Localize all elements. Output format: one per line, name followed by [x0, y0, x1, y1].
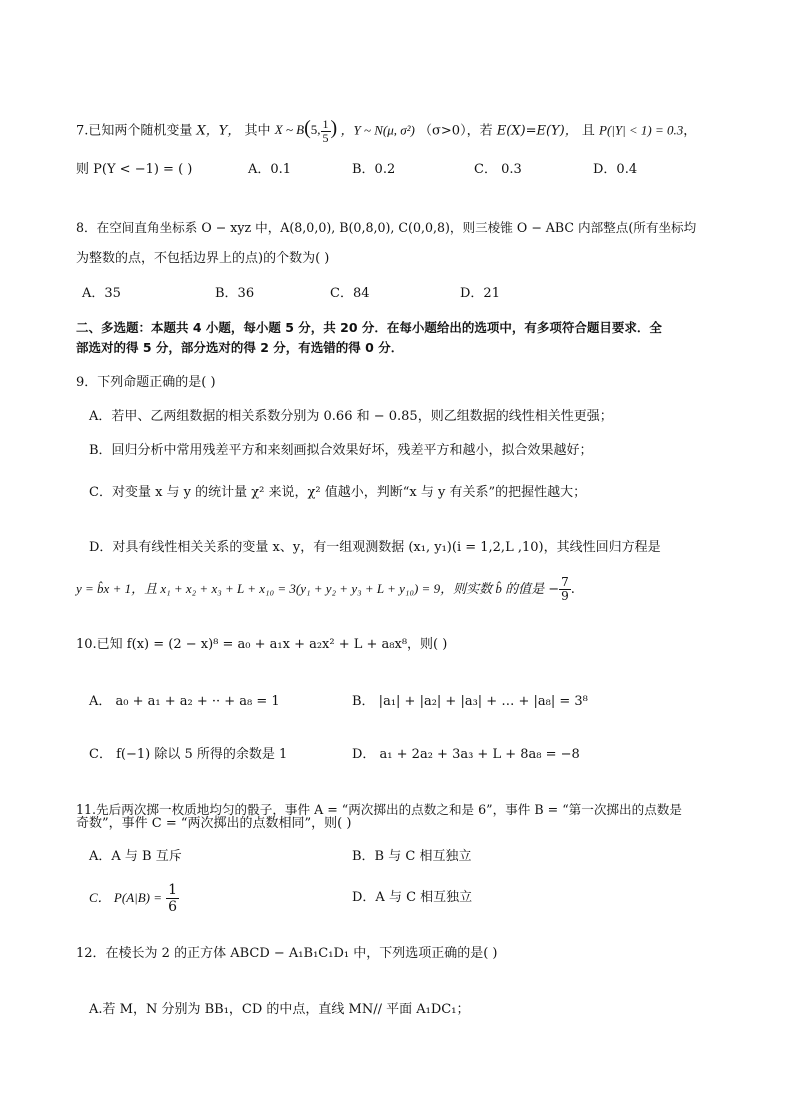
q7-binom-n: 5,: [310, 122, 321, 138]
q7-normal: ，Y ~ N(μ, σ²): [340, 122, 415, 138]
q7-prob-tail: ，: [683, 123, 697, 139]
q7-option-d: D．0.4: [593, 162, 638, 177]
q9-option-a: A．若甲、乙两组数据的相关系数分别为 0.66 和 − 0.85，则乙组数据的线性相关性更强；: [89, 409, 613, 424]
q7-binom-num: 1: [322, 117, 329, 131]
q10-option-c: C． f(−1) 除以 5 所得的余数是 1: [89, 747, 288, 762]
q7-stem-a: 7.已知两个随机变量: [76, 123, 193, 139]
q8-option-d: D．21: [460, 286, 500, 301]
section-header-line2: 部选对的得 5 分，部分选对的得 2 分，有选错的得 0 分．: [76, 340, 404, 355]
q9-d-den: 9: [561, 589, 569, 603]
q8-option-c: C．84: [330, 286, 370, 301]
q7-binom-label: X ~ B: [274, 122, 305, 138]
q11-c-den: 6: [168, 899, 178, 915]
q11-option-c: [89, 882, 179, 915]
q11-line2: 奇数”，事件 C = “两次掷出的点数相同”，则( ): [76, 816, 352, 831]
q11-option-a: A．A 与 B 互斥: [89, 849, 182, 864]
q7-binom: X ~ B(5, $\frac{1}{5}$ ): [274, 117, 338, 145]
q10-option-d: D． a₁ + 2a₂ + 3a₃ + L + 8a₈ = −8: [352, 747, 580, 762]
q9-d-num: 7: [561, 575, 569, 589]
q10-option-b: B． |a₁| + |a₂| + |a₃| + … + |a₈| = 3⁸: [352, 694, 588, 709]
q9-option-b: B．回归分析中常用残差平方和来刻画拟合效果好坏，残差平方和越小，拟合效果越好；: [89, 443, 593, 458]
q8-option-a: A．35: [82, 286, 121, 301]
q11-option-d: D．A 与 C 相互独立: [352, 890, 473, 905]
q7-question: 则 P(Y < −1) = ( ): [76, 162, 193, 177]
q7-binom-fraction: [321, 118, 331, 145]
q9-d-equation: y = b̂x + 1，且 x₁ + x₂ + x₃ + L + x₁₀ = 3(y₁ + y₂ + y₃ + L + y₁₀) = 9，则实数 b̂ 的值是: [76, 581, 545, 596]
q9-d-end: .: [570, 582, 575, 597]
q9-option-c: C．对变量 x 与 y 的统计量 χ² 来说，χ² 值越小，判断“x 与 y 有关系”的把握性越大；: [89, 485, 587, 500]
q8-option-b: B．36: [215, 286, 255, 301]
q12-option-a: A.若 M，N 分别为 BB₁，CD 的中点，直线 MN// 平面 A₁DC₁；: [89, 1002, 470, 1017]
q7-sigma-cond: （σ>0），若: [419, 123, 493, 139]
q7-binom-den: 5: [322, 131, 329, 145]
q10-option-a: A． a₀ + a₁ + a₂ + ·· + a₈ = 1: [89, 694, 280, 709]
q11-c-num: 1: [168, 882, 178, 898]
q7-and: 且: [581, 123, 595, 139]
q8-line2: 为整数的点，不包括边界上的点)的个数为( ): [76, 251, 330, 266]
q7-expect: E(X)=E(Y)，: [496, 123, 578, 139]
q11-option-b: B．B 与 C 相互独立: [352, 849, 472, 864]
q10-stem: 10.已知 f(x) = (2 − x)⁸ = a₀ + a₁x + a₂x² + L + a₈x⁸，则( ): [76, 637, 448, 652]
q8-line1: 8．在空间直角坐标系 O − xyz 中，A(8,0,0), B(0,8,0), C(0,0,8)，则三棱锥 O − ABC 内部整点(所有坐标均: [76, 220, 697, 235]
q7-option-b: B．0.2: [352, 162, 396, 177]
q9-d-fraction: [559, 576, 571, 603]
q11-c-prob: C． P(A|B) =: [89, 890, 162, 905]
q11-c-fraction: [166, 882, 179, 915]
q12-stem: 12．在棱长为 2 的正方体 ABCD − A₁B₁C₁D₁ 中，下列选项正确的是( ): [76, 946, 498, 961]
q7-vars: X，Y，: [196, 123, 241, 139]
q7-prob: P(|Y| < 1) = 0.3: [599, 122, 684, 138]
q9-d-sign: −: [548, 582, 560, 597]
q11-line1: 11.先后两次掷一枚质地均匀的骰子，事件 A = “两次掷出的点数之和是 6”，事件 B = “第一次掷出的点数是: [76, 802, 682, 817]
q9-stem: 9．下列命题正确的是( ): [76, 375, 216, 390]
section-header-line1: 二、多选题：本题共 4 小题，每小题 5 分，共 20 分．在每小题给出的选项中，有多项符合题目要求．全: [76, 320, 662, 335]
q7-option-a: A．0.1: [248, 162, 292, 177]
q9-option-d-line2: [76, 576, 575, 603]
q7-line1: [76, 118, 696, 145]
q7-line2: [76, 161, 192, 179]
q9-option-d-line1: D．对具有线性相关关系的变量 x、y，有一组观测数据 (x₁, y₁)(i = 1,2,L ,10)，其线性回归方程是: [89, 540, 661, 555]
q7-stem-b: 其中: [244, 123, 271, 139]
q7-option-c: C． 0.3: [474, 162, 522, 177]
